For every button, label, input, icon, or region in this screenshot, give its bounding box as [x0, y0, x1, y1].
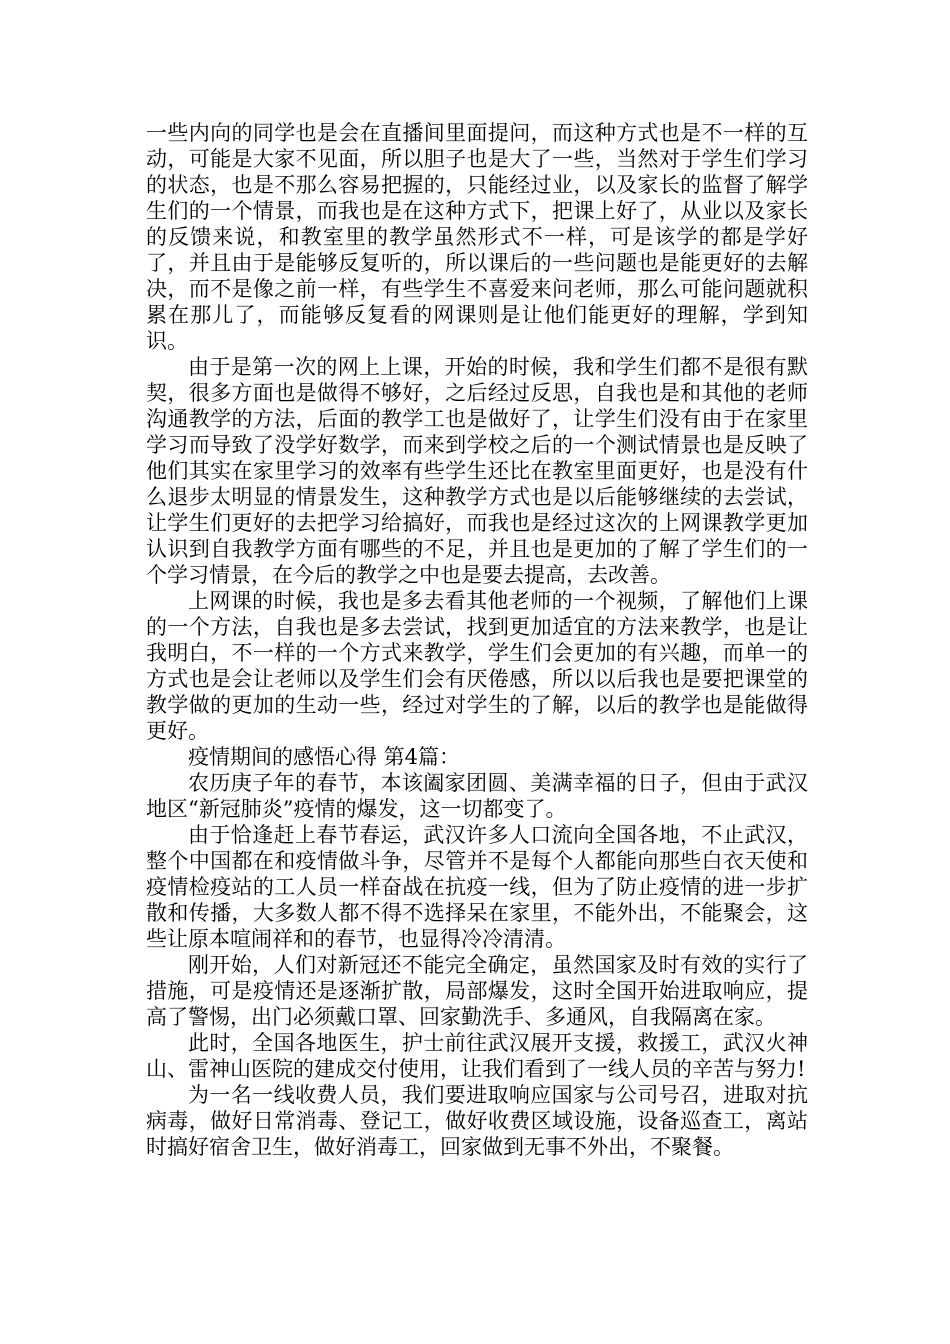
paragraph-watch-other-teachers: 上网课的时候，我也是多去看其他老师的一个视频，了解他们上课的一个方法，自我也是多去尝试，找到更加适宜的方法来教学，也是让我明白，不一样的一个方式来教学，学生们会更加的有兴趣，而单一的方式也是会让老师以及学生们会有厌倦感，所以以后我也是要把课堂的教学做的更加的生动一些，经过对学生的了解，以后的教学也是能做得更好。	[146, 589, 808, 743]
paragraph-first-online-class: 由于是第一次的网上上课，开始的时候，我和学生们都不是很有默契，很多方面也是做得不够好，之后经过反思，自我也是和其他的老师沟通教学的方法，后面的教学工也是做好了，让学生们没有由于在家里学习而导致了没学好数学，而来到学校之后的一个测试情景也是反映了他们其实在家里学习的效率有些学生还比在教室里面更好，也是没有什么退步太明显的情景发生，这种教学方式也是以后能够继续的去尝试，让学生们更好的去把学习给搞好，而我也是经过这次的上网课教学更加认识到自我教学方面有哪些的不足，并且也是更加的了解了学生们的一个学习情景，在今后的教学之中也是要去提高，去改善。	[146, 355, 808, 587]
paragraph-toll-staff: 为一名一线收费人员，我们要进取响应国家与公司号召，进取对抗病毒，做好日常消毒、登记工，做好收费区域设施，设备巡查工，离站时搞好宿舍卫生，做好消毒工，回家做到无事不外出，不聚餐。	[146, 1083, 808, 1159]
paragraph-online-interaction: 一些内向的同学也是会在直播间里面提问，而这种方式也是不一样的互动，可能是大家不见面，所以胆子也是大了一些，当然对于学生们学习的状态，也是不那么容易把握的，只能经过业，以及家长的监督了解学生们的一个情景，而我也是在这种方式下，把课上好了，从业以及家长的反馈来说，和教室里的教学虽然形式不一样，可是该学的都是学好了，并且由于是能够反复听的，所以课后的一些问题也是能更好的去解决，而不是像之前一样，有些学生不喜爱来问老师，那么可能问题就积累在那儿了，而能够反复看的网课则是让他们能更好的理解，学到知识。	[146, 121, 808, 353]
paragraph-spring-festival: 农历庚子年的春节，本该阖家团圆、美满幸福的日子，但由于武汉地区“新冠肺炎”疫情的爆发，这一切都变了。	[146, 771, 808, 821]
section-heading: 疫情期间的感悟心得 第4篇：	[188, 745, 461, 769]
document-body	[146, 120, 808, 1160]
paragraph-medical-support: 此时，全国各地医生，护士前往武汉展开支援，救援工，武汉火神山、雷神山医院的建成交付使用，让我们看到了一线人员的辛苦与努力!	[146, 1031, 808, 1081]
paragraph-spring-travel: 由于恰逢赶上春节春运，武汉许多人口流向全国各地，不止武汉，整个中国都在和疫情做斗争，尽管并不是每个人都能向那些白衣天使和疫情检疫站的工人员一样奋战在抗疫一线，但为了防止疫情的进一步扩散和传播，大多数人都不得不选择呆在家里，不能外出，不能聚会，这些让原本喧闹祥和的春节，也显得冷冷清清。	[146, 823, 808, 951]
paragraph-early-stage: 刚开始，人们对新冠还不能完全确定，虽然国家及时有效的实行了措施，可是疫情还是逐渐扩散，局部爆发，这时全国开始进取响应，提高了警惕，出门必须戴口罩、回家勤洗手、多通风，自我隔离在家。	[146, 953, 808, 1029]
